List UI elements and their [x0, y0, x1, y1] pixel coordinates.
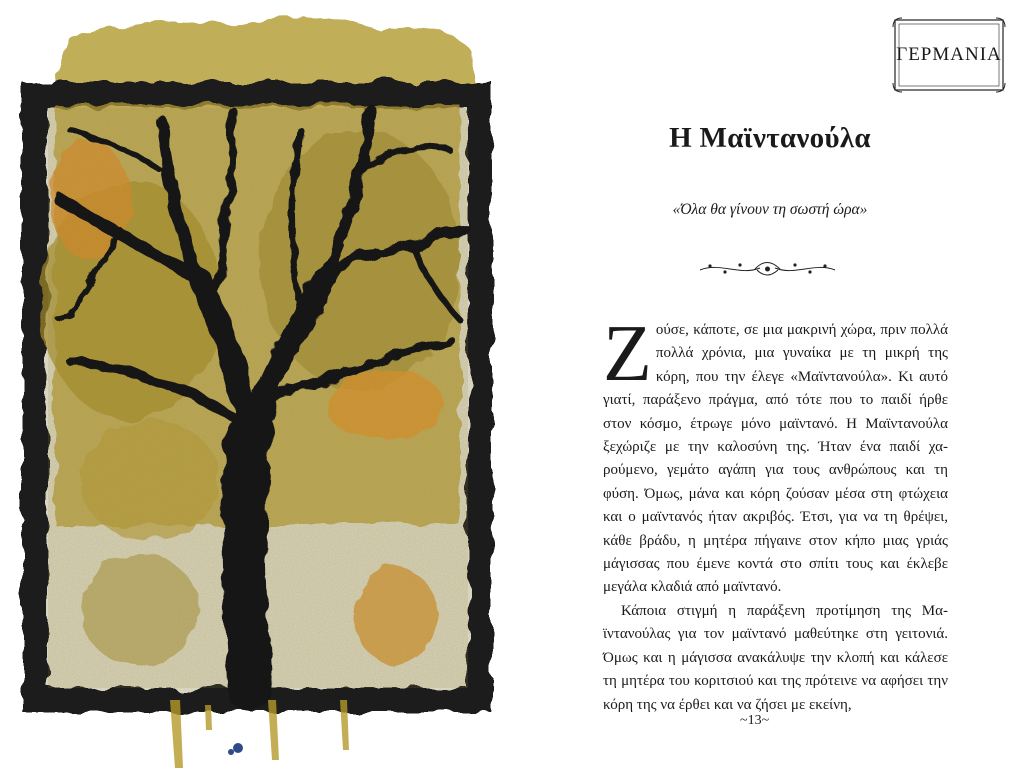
drop-cap: Ζ — [603, 310, 652, 398]
tree-painting — [0, 0, 500, 768]
flourish-ornament — [695, 256, 840, 282]
paragraph-1 — [603, 310, 948, 600]
tree-illustration — [0, 0, 500, 768]
story-title: Η Μαϊντανούλα — [669, 122, 871, 154]
page-number: ~13~ — [740, 713, 770, 728]
paragraph-1-text: ούσε, κάποτε, σε μια μακρινή χώρα, πριν πολλά πολλά χρόνια, μια γυναίκα με τη μικρή της κόρη, που την έλεγε «Μαϊντανούλα». Κι αυτό γιατί, παράξενο πράγμα, από τότε που το παιδί ήρθε στον κόσμο, έτρωγε μόνο μαϊντανό. Η Μαϊντανούλα ξεχώριζε με την καλοσύνη της. Ήταν ένα παιδί χαρούμενο, γεμάτο αγάπη για τους ανθρώπους και τη φύση. Όμως, μάνα και κόρη ζούσαν μέσα στη φτώχεια και ο μαϊντανός ήταν ακριβός. Έτσι, για να τη θρέψει, κάθε βράδυ, η μητέρα πήγαινε στον κήπο μιας γριάς μάγισσας που έμενε κοντά στο σπίτι τους και έκλεβε μεγάλα κλαδιά από μαϊντανό. — [603, 322, 948, 596]
country-label-box — [892, 17, 1006, 93]
story-body — [603, 310, 948, 717]
epigraph: «Όλα θα γίνουν τη σωστή ώρα» — [672, 201, 868, 218]
country-name: ΓΕΡΜΑΝΙΑ — [896, 44, 1002, 65]
paragraph-2: Κάποια στιγμή η παράξενη προτίμηση της Μαϊντανούλας για τον μαϊντανό μαθεύτηκε στη γειτονιά. Όμως και η μάγισσα ανακάλυψε την κλοπή και κάλεσε τη μητέρα του κοριτσιού και της πρότεινε να αφήσει την κόρη της να έρθει και να ζήσει με εκείνη, — [603, 602, 948, 713]
